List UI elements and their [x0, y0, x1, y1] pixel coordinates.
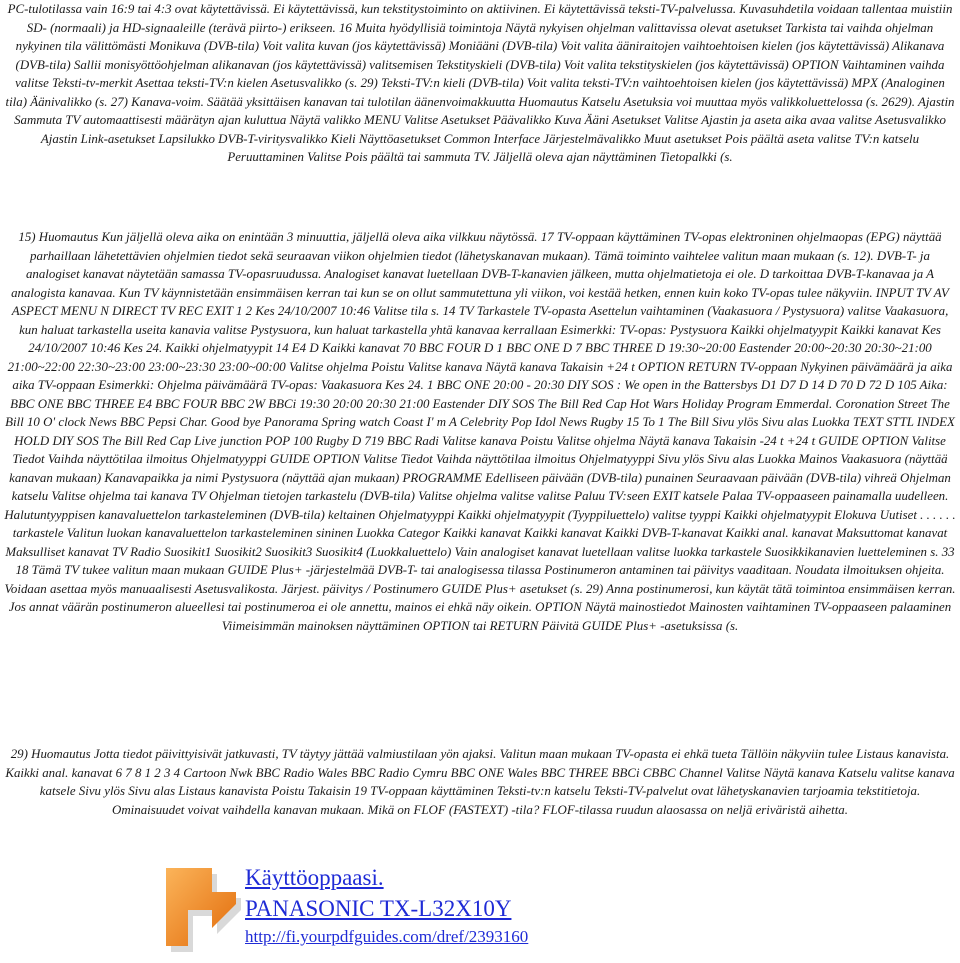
- footer-links: [150, 862, 750, 962]
- footer-link-group: [245, 862, 528, 950]
- manuals-link[interactable]: Käyttöoppaasi.: [245, 865, 384, 890]
- paragraph-1: PC-tulotilassa vain 16:9 tai 4:3 ovat käytettävissä. Ei käytettävissä, kun tekstitystoiminto on aktiivinen. Ei käytettävissä teksti-TV-palvelussa. Kuvasuhdetila voidaan tallentaa muistiin SD- (normaali) ja HD-signaaleille (terävä piirto-) erikseen. 16 Muita hyödyllisiä toimintoja Näytä nykyisen ohjelman valittavissa olevat asetukset Tarkista tai vaihda ohjelman nykyinen tila välittömästi Monikuva (DVB-tila) Voit valita kuvan (jos käytettävissä) Moniääni (DVB-tila) Voit valita ääniraitojen vaihtoehtoisen kielen (jos käytettävissä) Alikanava (DVB-tila) Sallii monisyöttöohjelman alikanavan (jos käytettävissä) valitsemisen Tekstityskieli (DVB-tila) Voit valita tekstityskielen (jos käytettävissä) OPTION Vaihtaminen vaihda valitse Teksti-tv-merkit Asettaa teksti-TV:n kielen Asetusvalikko (s. 29) Teksti-TV:n kieli (DVB-tila) Voit valita teksti-TV:n vaihtoehtoisen kielen (jos käytettävissä) MPX (Analoginen tila) Äänivalikko (s. 27) Kanava-voim. Säätää yksittäisen kanavan tai tulotilan äänenvoimakkuutta Huomautus Katselu Asetuksia voi muuttaa myös valikkoluettelossa (s. 2629). Ajastin Sammuta TV automaattisesti määrätyn ajan kuluttua Näytä valikko MENU Valitse Asetukset Päävalikko Kuva Ääni Asetukset Valitse Ajastin ja aseta aika avaa valitse Asetusvalikko Ajastin Link-asetukset Lapsilukko DVB-T-viritysvalikko Kieli Näyttöasetukset Common Interface Järjestelmävalikko Muut asetukset Pois päältä aseta valitse TV:n katselu Peruuttaminen Valitse Pois päältä tai sammuta TV. Jäljellä oleva ajan näyttäminen Tietopalkki (s.: [5, 2, 955, 164]
- url-link[interactable]: http://fi.yourpdfguides.com/dref/2393160: [245, 927, 529, 946]
- paragraph-3: 29) Huomautus Jotta tiedot päivittyisivät jatkuvasti, TV täytyy jättää valmiustilaan yön ajaksi. Valitun maan mukaan TV-opasta ei ehkä tueta Tällöin näkyviin tulee Listaus kanavista. Kaikki anal. kanavat 6 7 8 1 2 3 4 Cartoon Nwk BBC Radio Wales BBC Radio Cymru BBC ONE Wales BBC THREE BBCi CBBC Channel Valitse Näytä kanava Katselu valitse kanava katsele Sivu ylös Sivu alas Listaus kanavista Poistu Takaisin 19 TV-oppaan käyttäminen Teksti-tv:n katselu Teksti-TV-palvelut ovat lähetyskanavien tarjoamia tekstitietoja. Ominaisuudet voivat vaihdella kanavan mukaan. Mikä on FLOF (FASTEXT) -tila? FLOF-tilassa ruudun alaosassa on neljä eriväristä aihetta.: [5, 747, 955, 817]
- model-link[interactable]: PANASONIC TX-L32X10Y: [245, 896, 512, 921]
- paragraph-2: 15) Huomautus Kun jäljellä oleva aika on enintään 3 minuuttia, jäljellä oleva aika vilkkuu näytössä. 17 TV-oppaan käyttäminen TV-opas elektroninen ohjelmaopas (EPG) näyttää parhaillaan lähetettävien ohjelmien tiedot sekä seuraavan viikon ohjelmien tiedot (lähetyskanavan mukaan). Tämä toiminto vaihtelee valitun maan mukaan (s. 12). DVB-T- ja analogiset kanavat näytetään samassa TV-opasruudussa. Analogiset kanavat luetellaan DVB-T-kanavien jälkeen, mutta ohjelmatietoja ei ole. D tarkoittaa DVB-T-kanavaa ja A analogista kanavaa. Kun TV käynnistetään ensimmäisen kerran tai kun se on ollut sammutettuna yli viikon, voi kestää hetken, ennen kuin koko TV-opas tulee näkyviin. INPUT TV AV ASPECT MENU N DIRECT TV REC EXIT 1 2 Kes 24/10/2007 10:46 Valitse tila s. 14 TV Tarkastele TV-opasta Asettelun vaihtaminen (Vaakasuora / Pystysuora) valitse Vaakasuora, kun haluat tarkastella useita kanavia valitse Pystysuora, kun haluat tarkastella yhtä kanavaa kerrallaan Esimerkki: TV-opas: Pystysuora Kaikki ohjelmatyypit Kaikki kanavat Kes 24/10/2007 10:46 Kes 24. Kaikki ohjelmatyypit 14 E4 D Kaikki kanavat 70 BBC FOUR D 1 BBC ONE D 7 BBC THREE D 19:30~20:00 Eastender 20:00~20:30 20:30~21:00 21:00~22:00 22:30~23:00 23:00~23:30 23:00~00:00 Valitse ohjelma Poistu Valitse kanava Näytä kanava Takaisin +24 t OPTION RETURN TV-oppaan Nykyinen päivämäärä ja aika aika TV-oppaan Esimerkki: Ohjelma päivämäärä TV-opas: Vaakasuora Kes 24. 1 BBC ONE 20:00 - 20:30 DIY SOS : We open in the Battersbys D1 D7 D 14 D 70 D 72 D 105 Aika: BBC ONE BBC THREE E4 BBC FOUR BBC 2W BBCi 19:30 20:00 20:30 21:00 Eastender DIY SOS The Bill Red Cap Hot Wars Holiday Program Emmerdal. Coronation Street The Bill 10 O' clock News BBC Pepsi Char. Good bye Panorama Spring watch Coast I' m A Celebrity Pop Idol News Rugby 15 To 1 The Bill Sivu ylös Sivu alas Luokka TEXT STTL INDEX HOLD DIY SOS The Bill Red Cap Live junction POP 100 Rugby D 719 BBC Radi Valitse kanava Poistu Valitse ohjelma Näytä kanava Takaisin -24 t +24 t GUIDE OPTION Valitse Tiedot Vaihda näyttötilaa ilmoitus Ohjelmatyyppi GUIDE OPTION Valitse Tiedot Vaihda näyttötilaa ilmoitus Ohjelmatyyppi Sivu ylös Sivu alas Luokka Mainos Vaakasuora (näyttää kanavan mukaan) Kanavapaikka ja nimi Pystysuora (näyttää ajan mukaan) PROGRAMME Edelliseen päivään (DVB-tila) punainen Seuraavaan päivään (DVB-tila) vihreä Ohjelman katselu Valitse ohjelma tai kanava TV Ohjelman tietojen tarkastelu (DVB-tila) Valitse ohjelma valitse valitse Paluu TV:seen EXIT katsele Palaa TV-oppaaseen painamalla uudelleen. Halutuntyyppisen kanavaluettelon tarkasteleminen (DVB-tila) keltainen Ohjelmatyyppi Kaikki ohjelmatyypit (Tyyppiluettelo) valitse tyyppi Kaikki ohjelmatyypit Elokuva Uutiset . . . . . . tarkastele Valitun luokan kanavaluettelon tarkasteleminen sininen Luokka Categor Kaikki kanavat Kaikki kanavat Kaikki DVB-T-kanavat Kaikki anal. kanavat Maksuttomat kanavat Maksulliset kanavat TV Radio Suosikit1 Suosikit2 Suosikit3 Suosikit4 (Luokkaluettelo) Vain analogiset kanavat luetellaan valitse luokka tarkastele Suosikkikanavien luetteleminen s. 33 18 Tämä TV tukee valitun maan mukaan GUIDE Plus+ -järjestelmää DVB-T- tai analogisessa tilassa Postinumeron antaminen tai päivitys vaaditaan. Noudata ilmoituksen ohjeita. Voidaan asettaa myös manuaalisesti Asetusvalikosta. Järjest. päivitys / Postinumero GUIDE Plus+ asetukset (s. 29) Anna postinumerosi, kun käytät tätä toimintoa ensimmäisen kerran. Jos annat väärän postinumeron alueellesi tai postinumeroa ei ole annettu, mainos ei ehkä näy oikein. OPTION Näytä mainostiedot Mainosten vaihtaminen TV-oppaaseen palaaminen Viimeisimmän mainoksen näyttäminen OPTION tai RETURN Päivitä GUIDE Plus+ -asetuksissa (s.: [4, 230, 956, 633]
- arrow-logo-icon: [158, 862, 242, 958]
